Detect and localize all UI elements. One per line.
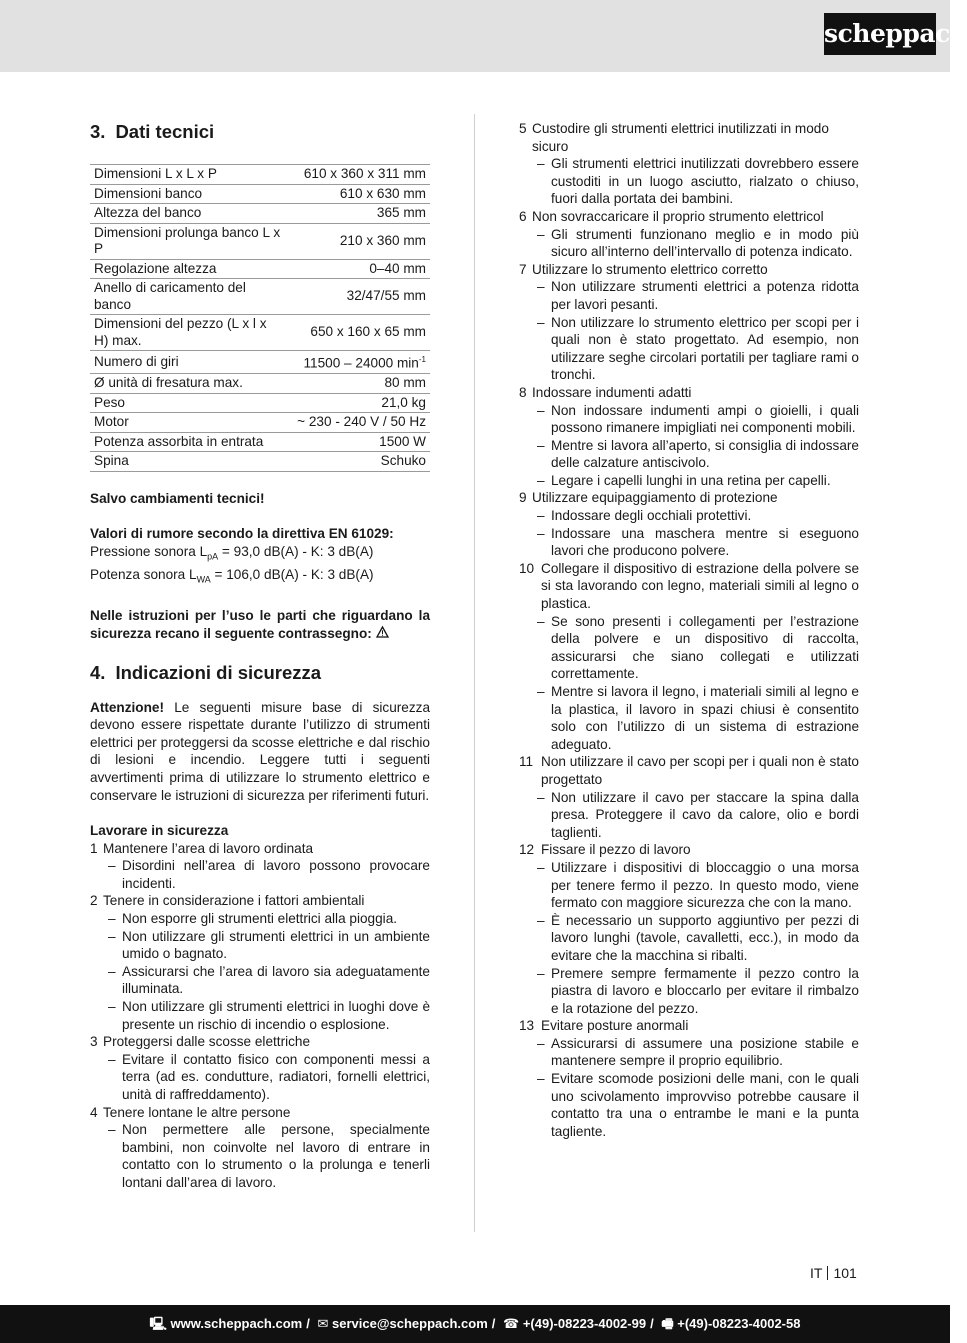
item-number: 3	[90, 1034, 98, 1050]
dash-bullet: –	[108, 999, 116, 1015]
sub-item: – Indossare degli occhiali protettivi.	[537, 508, 752, 524]
spec-value: 0–40 mm	[288, 259, 430, 279]
dash-bullet: –	[537, 1071, 545, 1087]
dash-bullet: –	[537, 437, 545, 453]
spec-row	[90, 223, 430, 259]
phone-icon: ☎	[503, 1316, 520, 1331]
computer-icon: 🖳	[149, 1316, 167, 1331]
noise-title: Valori di rumore secondo la direttiva EN 61029:	[90, 526, 394, 542]
item-number: 6	[519, 208, 527, 224]
list-item	[519, 1017, 859, 1035]
sub-item: – Gli strumenti funzionano meglio e in modo più sicuro all’interno dell’intervallo di potenza indicato.	[537, 226, 859, 260]
sub-item: – Mentre si lavora all’aperto, si consiglia di indossare delle calzature antiscivolo.	[537, 437, 859, 471]
spec-label: Motor	[90, 413, 288, 433]
item-number: 10	[519, 560, 535, 576]
spec-value: 11500 – 24000 $\min^{-1}$	[288, 351, 430, 374]
item-title: Proteggersi dalle scosse elettriche	[103, 1034, 311, 1050]
sub-item: – Se sono presenti i collegamenti per l’estrazione della polvere e un dispositivo di raccolta, assicurarsi che siano collegati e utilizzati correttamente.	[537, 613, 859, 682]
dash-bullet: –	[537, 156, 545, 172]
list-item	[90, 840, 430, 858]
item-title: Non utilizzare il cavo per scopi per i quali non è stato progettato	[541, 754, 859, 787]
sub-item: – Gli strumenti elettrici inutilizzati dovrebbero essere custoditi in un luogo asciutto, rialzato o chiuso, fuori dalla portata dei bambini.	[537, 156, 859, 207]
spec-value: 80 mm	[288, 374, 430, 394]
dash-bullet: –	[108, 928, 116, 944]
spec-row	[90, 259, 430, 279]
dash-bullet: –	[537, 859, 545, 875]
page-number: IT 101	[810, 1265, 857, 1281]
item-number: 2	[90, 893, 98, 909]
spec-label: Ø unità di fresatura max.	[90, 374, 288, 394]
noise-power: Potenza sonora $L_{WA} = 106,0$ dB(A) - K: 3 dB(A)	[90, 567, 374, 585]
item-title: Mantenere l’area di lavoro ordinata	[103, 840, 314, 856]
dash-bullet: –	[537, 226, 545, 242]
changes-note: Salvo cambiamenti tecnici!	[90, 490, 265, 506]
list-item	[519, 489, 859, 507]
list-item	[519, 841, 859, 859]
item-number: 1	[90, 840, 98, 856]
spec-row	[90, 432, 430, 452]
list-item	[90, 1104, 430, 1122]
right-safety-list	[519, 120, 859, 1140]
section-4-heading: 4. Indicazioni di sicurezza	[90, 661, 322, 683]
spec-row	[90, 393, 430, 413]
spec-label: Dimensioni prolunga banco L x P	[90, 223, 288, 259]
item-title: Fissare il pezzo di lavoro	[541, 842, 691, 858]
item-number: 5	[519, 121, 527, 136]
spec-label: Dimensioni del pezzo (L x l x H) max.	[90, 315, 288, 351]
spec-value: 610 x 630 mm	[288, 184, 430, 204]
footer-web[interactable]: 🖳 www.scheppach.com	[149, 1316, 303, 1331]
spec-value: 650 x 160 x 65 mm	[288, 315, 430, 351]
spec-value: 365 mm	[288, 204, 430, 224]
section-3-heading: 3. Dati tecnici	[90, 121, 215, 142]
sub-item: – Non utilizzare gli strumenti elettrici in un ambiente umido o bagnato.	[108, 928, 430, 962]
item-title: Tenere lontane le altre persone	[103, 1104, 291, 1120]
list-item	[519, 753, 859, 788]
spec-label: Potenza assorbita in entrata	[90, 432, 288, 452]
mail-icon: ✉	[317, 1316, 329, 1331]
item-title: Collegare il dispositivo di estrazione della polvere se si sta lavorando con legno, materiali simili al legno o plastica.	[541, 560, 859, 612]
spec-value: 610 x 360 x 311 mm	[288, 165, 430, 185]
list-item	[90, 1033, 430, 1051]
sub-item: – Assicurarsi che l’area di lavoro sia adeguatamente illuminata.	[108, 963, 430, 997]
dash-bullet: –	[537, 472, 545, 488]
list-item	[90, 892, 430, 910]
item-title: Custodire gli strumenti elettrici inutilizzati in modo sicuro	[532, 121, 829, 154]
spec-label: Regolazione altezza	[90, 259, 288, 279]
spec-label: Peso	[90, 393, 288, 413]
item-title: Utilizzare lo strumento elettrico corretto	[532, 261, 768, 277]
item-title: Evitare posture anormali	[541, 1018, 689, 1034]
sub-item: – Mentre si lavora il legno, i materiali simili al legno e la plastica, il lavoro in spazi chiusi è consentito solo con l’utilizzo di un sistema di estrazione adeguato.	[537, 684, 859, 752]
sub-item: – Premere sempre fermamente il pezzo contro la piastra di lavoro e bloccarlo per evitare il rimbalzo e la rotazione del pezzo.	[537, 965, 859, 1016]
list-item	[519, 208, 859, 226]
sub-item: – Non esporre gli strumenti elettrici alla pioggia.	[108, 911, 398, 927]
footer-bar: 🖳 www.scheppach.com / ✉ service@scheppach.com / ☎ +(49)-08223-4002-99 / 🖷 +(49)-08223-4002-58	[0, 1305, 950, 1343]
sub-item: – Non indossare indumenti ampi o gioielli, i quali possono rimanere impigliati nei componenti mobili.	[537, 402, 859, 436]
spec-row	[90, 279, 430, 315]
sub-item: – È necessario un supporto aggiuntivo per pezzi di lavoro lunghi (tavole, cavalletti, ecc.), in modo da evitare che la macchina si ribalti.	[537, 912, 859, 963]
sub-item: – Non permettere alle persone, specialmente bambini, non coinvolte nel lavoro di entrare in contatto con lo strumento o la prolunga e tenerli lontani dall’area di lavoro.	[108, 1122, 430, 1190]
spec-row	[90, 204, 430, 224]
spec-row	[90, 374, 430, 394]
dash-bullet: –	[537, 912, 545, 928]
spec-label: Spina	[90, 452, 288, 472]
dash-bullet: –	[108, 1122, 116, 1138]
spec-row	[90, 452, 430, 472]
sub-item: – Evitare il contatto fisico con componenti messi a terra (ad es. condutture, radiatori, fornelli elettrici, unità di raffreddamento).	[108, 1051, 430, 1102]
list-item	[519, 384, 859, 402]
footer-email[interactable]: ✉ service@scheppach.com	[317, 1316, 488, 1331]
spec-row	[90, 315, 430, 351]
sub-item: – Non utilizzare strumenti elettrici a potenza ridotta per lavori pesanti.	[537, 279, 859, 312]
dash-bullet: –	[537, 789, 545, 805]
spec-value: 32/47/55 mm	[288, 279, 430, 315]
dash-bullet: –	[537, 402, 545, 418]
safety-mark-note: Nelle istruzioni per l’uso le parti che riguardano la sicurezza recano il seguente contrassegno:	[90, 608, 430, 641]
work-safe-title: Lavorare in sicurezza	[90, 823, 229, 839]
item-number: 9	[519, 490, 527, 506]
dash-bullet: –	[537, 965, 545, 981]
spec-label: Numero di giri	[90, 351, 288, 374]
item-number: 12	[519, 842, 535, 858]
scheppach-logo: scheppach	[824, 13, 936, 55]
item-number: 4	[90, 1104, 98, 1120]
spec-value: 1500 W	[288, 432, 430, 452]
sub-item: – Disordini nell’area di lavoro possono provocare incidenti.	[108, 858, 430, 891]
spec-value: 210 x 360 mm	[288, 223, 430, 259]
dash-bullet: –	[537, 508, 545, 524]
dash-bullet: –	[108, 858, 116, 874]
item-title: Non sovraccaricare il proprio strumento elettricol	[532, 208, 824, 224]
sub-item: – Non utilizzare lo strumento elettrico per scopi per i quali non è stato progettato. Ad esempio, non utilizzare seghe circolari portatili per tagliare rami o tronchi.	[537, 314, 859, 383]
list-item	[519, 120, 859, 155]
spec-row	[90, 413, 430, 433]
sub-item: – Utilizzare i dispositivi di bloccaggio o una morsa per tenere fermo il pezzo. In questo modo, viene fermato con maggiore sicurezza che con la mano.	[537, 859, 859, 911]
column-divider	[474, 114, 475, 1232]
spec-row	[90, 165, 430, 185]
fax-icon: 🖷	[661, 1316, 674, 1331]
sub-item: – Non utilizzare gli strumenti elettrici in luoghi dove è presente un rischio di incendio o esplosione.	[108, 999, 430, 1032]
dash-bullet: –	[537, 279, 545, 295]
footer-fax: 🖷 +(49)-08223-4002-58	[661, 1316, 801, 1331]
spec-row	[90, 351, 430, 374]
dash-bullet: –	[108, 963, 116, 979]
item-number: 8	[519, 384, 527, 400]
spec-row	[90, 184, 430, 204]
dash-bullet: –	[537, 314, 545, 330]
item-title: Tenere in considerazione i fattori ambientali	[103, 893, 365, 909]
warning-triangle-icon	[376, 625, 389, 643]
sub-item: – Assicurarsi di assumere una posizione stabile e mantenere sempre il proprio equilibrio.	[537, 1035, 859, 1069]
sub-item: – Legare i capelli lunghi in una retina per capelli.	[537, 472, 831, 488]
sub-item: – Evitare scomode posizioni delle mani, con le quali uno scivolamento improvviso potrebbe causare il contatto tra una o entrambe le mani e la punta tagliente.	[537, 1071, 859, 1139]
list-item	[519, 261, 859, 279]
item-number: 7	[519, 261, 527, 277]
header-bar	[0, 0, 967, 72]
item-title: Utilizzare equipaggiamento di protezione	[532, 490, 778, 506]
item-number: 11	[519, 754, 534, 770]
spec-label: Altezza del banco	[90, 204, 288, 224]
dash-bullet: –	[537, 525, 545, 541]
spec-label: Dimensioni banco	[90, 184, 288, 204]
sub-item: – Non utilizzare il cavo per staccare la spina dalla presa. Proteggere il cavo da calore, olio e bordi taglienti.	[537, 789, 859, 840]
sub-item: – Indossare una maschera mentre si eseguono lavori che producono polvere.	[537, 525, 859, 559]
spec-value: ~ 230 - 240 V / 50 Hz	[288, 413, 430, 433]
spec-value: 21,0 kg	[288, 393, 430, 413]
spec-label: Dimensioni L x L x P	[90, 165, 288, 185]
dash-bullet: –	[537, 613, 545, 629]
list-item	[519, 560, 859, 613]
left-column	[90, 120, 430, 1192]
dash-bullet: –	[108, 1051, 116, 1067]
specs-table	[90, 164, 430, 472]
dash-bullet: –	[108, 911, 116, 927]
dash-bullet: –	[537, 1035, 545, 1051]
item-title: Indossare indumenti adatti	[532, 384, 692, 400]
spec-value: Schuko	[288, 452, 430, 472]
noise-pressure: Pressione sonora $L_{pA} = 93,0$ dB(A) - K: 3 dB(A)	[90, 543, 374, 562]
spec-label: Anello di caricamento del banco	[90, 279, 288, 315]
attention-paragraph: Attenzione! Le seguenti misure base di sicurezza devono essere rispettate durante l’utilizzo di strumenti elettrici per proteggersi da scosse elettriche e dal rischio di lesioni e incendio. Leggere tutti i seguenti avvertimenti prima di utilizzare lo strumento elettrico e conservare le istruzioni di sicurezza per riferimenti futuri.	[90, 699, 430, 803]
item-number: 13	[519, 1018, 535, 1034]
dash-bullet: –	[537, 684, 545, 699]
footer-phone[interactable]: ☎ +(49)-08223-4002-99	[503, 1316, 647, 1331]
left-safety-list	[90, 840, 430, 1192]
right-column	[519, 120, 859, 1140]
